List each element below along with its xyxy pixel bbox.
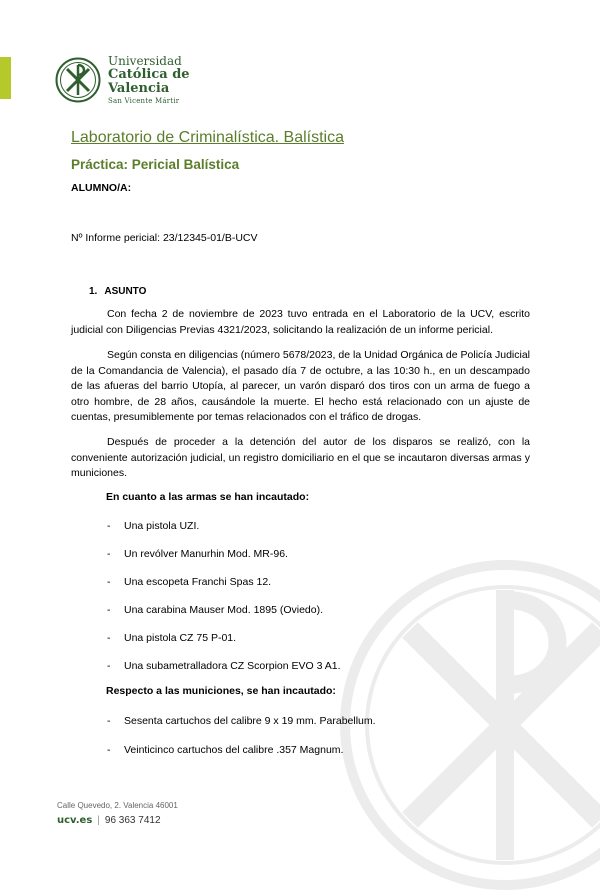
weapon-text: Un revólver Manurhin Mod. MR-96.: [124, 548, 288, 560]
bullet-dash: -: [107, 548, 111, 560]
ammo-list-item: [107, 715, 376, 727]
ammo-text: Veinticinco cartuchos del calibre .357 Magnum.: [124, 744, 344, 756]
bullet-dash: -: [107, 660, 111, 672]
practice-subtitle: Práctica: Pericial Balística: [71, 157, 240, 172]
footer-contact: [57, 815, 161, 826]
page-title: Laboratorio de Criminalística. Balística: [71, 129, 345, 146]
weapon-list-item: [107, 632, 236, 644]
logo-line-4: San Vicente Mártir: [108, 97, 180, 105]
university-name: [108, 55, 190, 106]
logo-line-3: Valencia: [108, 81, 170, 96]
footer-address: Calle Quevedo, 2. Valencia 46001: [57, 801, 178, 810]
weapon-text: Una subametralladora CZ Scorpion EVO 3 A1.: [124, 660, 341, 672]
logo-line-1: Universidad: [108, 54, 182, 68]
logo-line-2: Católica de: [108, 67, 190, 82]
section-heading: [89, 286, 146, 297]
seal-watermark-icon: [340, 560, 600, 890]
paragraph: Con fecha 2 de noviembre de 2023 tuvo entrada en el Laboratorio de la UCV, escrito judicial con Diligencias Previas 4321/2023, solicitando la realización de un informe pericial.: [71, 308, 530, 336]
footer-website-link[interactable]: ucv.es: [57, 815, 93, 826]
ammo-text: Sesenta cartuchos del calibre 9 x 19 mm. Parabellum.: [124, 715, 376, 727]
paragraph: Después de proceder a la detención del autor de los disparos se realizó, con la conveniente autorización judicial, un registro domiciliario en el que se incautaron diversas armas y municiones.: [71, 436, 530, 479]
edge-accent-bar: [0, 57, 11, 99]
bullet-dash: -: [107, 604, 111, 616]
university-seal-icon: [55, 57, 101, 103]
paragraph: Según consta en diligencias (número 5678/2023, de la Unidad Orgánica de Policía Judicial de la Comandancia de Valencia), el pasado día 7 de octubre, a las 10:30 h., en un descampado de las afueras del barrio Utopía, al parecer, un varón disparó dos tiros con un arma de fuego a otro hombre, de 28 años, causándole la muerte. El hecho está relacionado con un ajuste de cuentas, presumiblemente por temas relacionados con el tráfico de drogas.: [71, 349, 530, 423]
weapon-list-item: [107, 660, 341, 672]
university-logo: [55, 55, 215, 105]
weapon-text: Una pistola UZI.: [124, 520, 200, 532]
weapon-list-item: [107, 520, 199, 532]
weapon-text: Una pistola CZ 75 P-01.: [124, 632, 237, 644]
bullet-dash: -: [107, 632, 111, 644]
bullet-dash: -: [107, 576, 111, 588]
report-number: Nº Informe pericial: 23/12345-01/B-UCV: [71, 232, 258, 244]
weapon-list-item: [107, 548, 288, 560]
bullet-dash: -: [107, 520, 111, 532]
weapon-text: Una carabina Mauser Mod. 1895 (Oviedo).: [124, 604, 324, 616]
footer-phone: 96 363 7412: [104, 815, 161, 826]
weapon-list-item: [107, 604, 323, 616]
bullet-dash: -: [107, 715, 111, 727]
footer-separator: |: [97, 815, 100, 826]
bullet-dash: -: [107, 744, 111, 756]
weapon-text: Una escopeta Franchi Spas 12.: [124, 576, 272, 588]
student-label: ALUMNO/A:: [71, 182, 132, 194]
section-title: ASUNTO: [104, 286, 147, 297]
weapon-list-item: [107, 576, 271, 588]
ammunition-heading: Respecto a las municiones, se han incautado:: [106, 685, 336, 697]
weapons-heading: En cuanto a las armas se han incautado:: [106, 491, 310, 503]
ammo-list-item: [107, 744, 343, 756]
section-number: 1.: [89, 286, 98, 297]
